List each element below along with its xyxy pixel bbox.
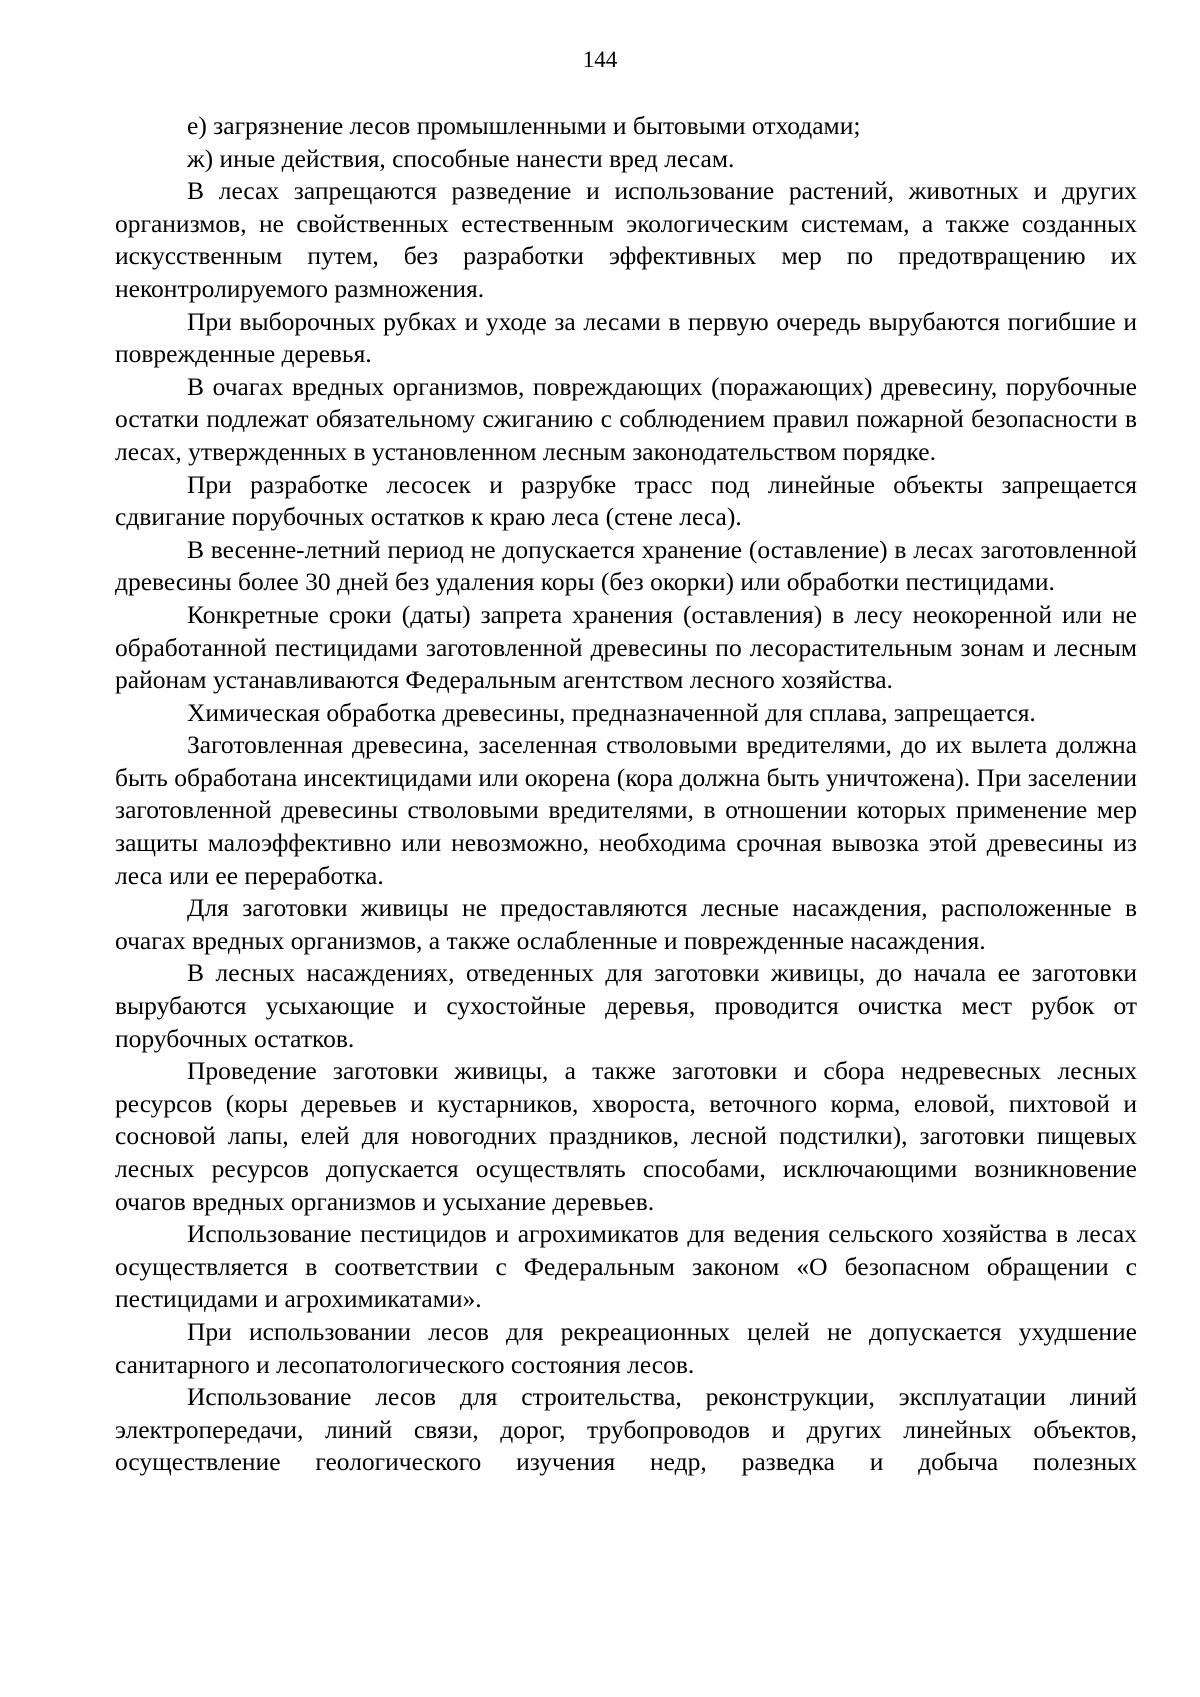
page-number: 144 <box>582 47 618 72</box>
paragraph: ж) иные действия, способные нанести вред лесам. <box>187 143 735 173</box>
paragraph: В лесах запрещаются разведение и использование растений, животных и других организмов, не свойственных естественным экологическим системам, а также созданных искусственным путем, без разработки эффективных мер по предотвращению их неконтролируемого размножения. <box>115 176 1137 303</box>
paragraph: Проведение заготовки живицы, а также заготовки и сбора недревесных лесных ресурсов (коры деревьев и кустарников, хвороста, веточного корма, еловой, пихтовой и сосновой лапы, елей для новогодних праздников, лесной подстилки), заготовки пищевых лесных ресурсов допускается осуществлять способами, исключающими возникновение очагов вредных организмов и усыхание деревьев. <box>115 1056 1137 1216</box>
paragraph: Использование лесов для строительства, реконструкции, эксплуатации линий электропередачи, линий связи, дорог, трубопроводов и других линейных объектов, осуществление геологического изучения недр, разведка и добыча полезных <box>115 1382 1137 1477</box>
paragraph: При разработке лесосек и разрубке трасс под линейные объекты запрещается сдвигание порубочных остатков к краю леса (стене леса). <box>115 469 1137 532</box>
body-text <box>115 110 1137 1479</box>
paragraph: В очагах вредных организмов, повреждающих (поражающих) древесину, порубочные остатки подлежат обязательному сжиганию с соблюдением правил пожарной безопасности в лесах, утвержденных в установленном лесным законодательством порядке. <box>115 371 1137 466</box>
paragraph: При использовании лесов для рекреационных целей не допускается ухудшение санитарного и лесопатологического состояния лесов. <box>115 1316 1137 1379</box>
paragraph: Химическая обработка древесины, предназначенной для сплава, запрещается. <box>187 697 1036 727</box>
paragraph: В весенне-летний период не допускается хранение (оставление) в лесах заготовленной древесины более 30 дней без удаления коры (без окорки) или обработки пестицидами. <box>115 534 1137 597</box>
paragraph: Заготовленная древесина, заселенная стволовыми вредителями, до их вылета должна быть обработана инсектицидами или окорена (кора должна быть уничтожена). При заселении заготовленной древесины стволовыми вредителями, в отношении которых применение мер защиты малоэффективно или невозможно, необходима срочная вывозка этой древесины из леса или ее переработка. <box>115 730 1137 890</box>
paragraph: Конкретные сроки (даты) запрета хранения (оставления) в лесу неокоренной или не обработанной пестицидами заготовленной древесины по лесорастительным зонам и лесным районам устанавливаются Федеральным агентством лесного хозяйства. <box>115 599 1137 695</box>
paragraph: При выборочных рубках и уходе за лесами в первую очередь вырубаются погибшие и поврежденные деревья. <box>115 306 1137 369</box>
paragraph: В лесных насаждениях, отведенных для заготовки живицы, до начала ее заготовки вырубаются усыхающие и сухостойные деревья, проводится очистка мест рубок от порубочных остатков. <box>115 958 1137 1053</box>
paragraph: е) загрязнение лесов промышленными и бытовыми отходами; <box>187 111 861 140</box>
paragraph: Для заготовки живицы не предоставляются лесные насаждения, расположенные в очагах вредных организмов, а также ослабленные и поврежденные насаждения. <box>115 893 1137 955</box>
paragraph: Использование пестицидов и агрохимикатов для ведения сельского хозяйства в лесах осуществляется в соответствии с Федеральным законом «О безопасном обращении с пестицидами и агрохимикатами». <box>115 1219 1137 1314</box>
